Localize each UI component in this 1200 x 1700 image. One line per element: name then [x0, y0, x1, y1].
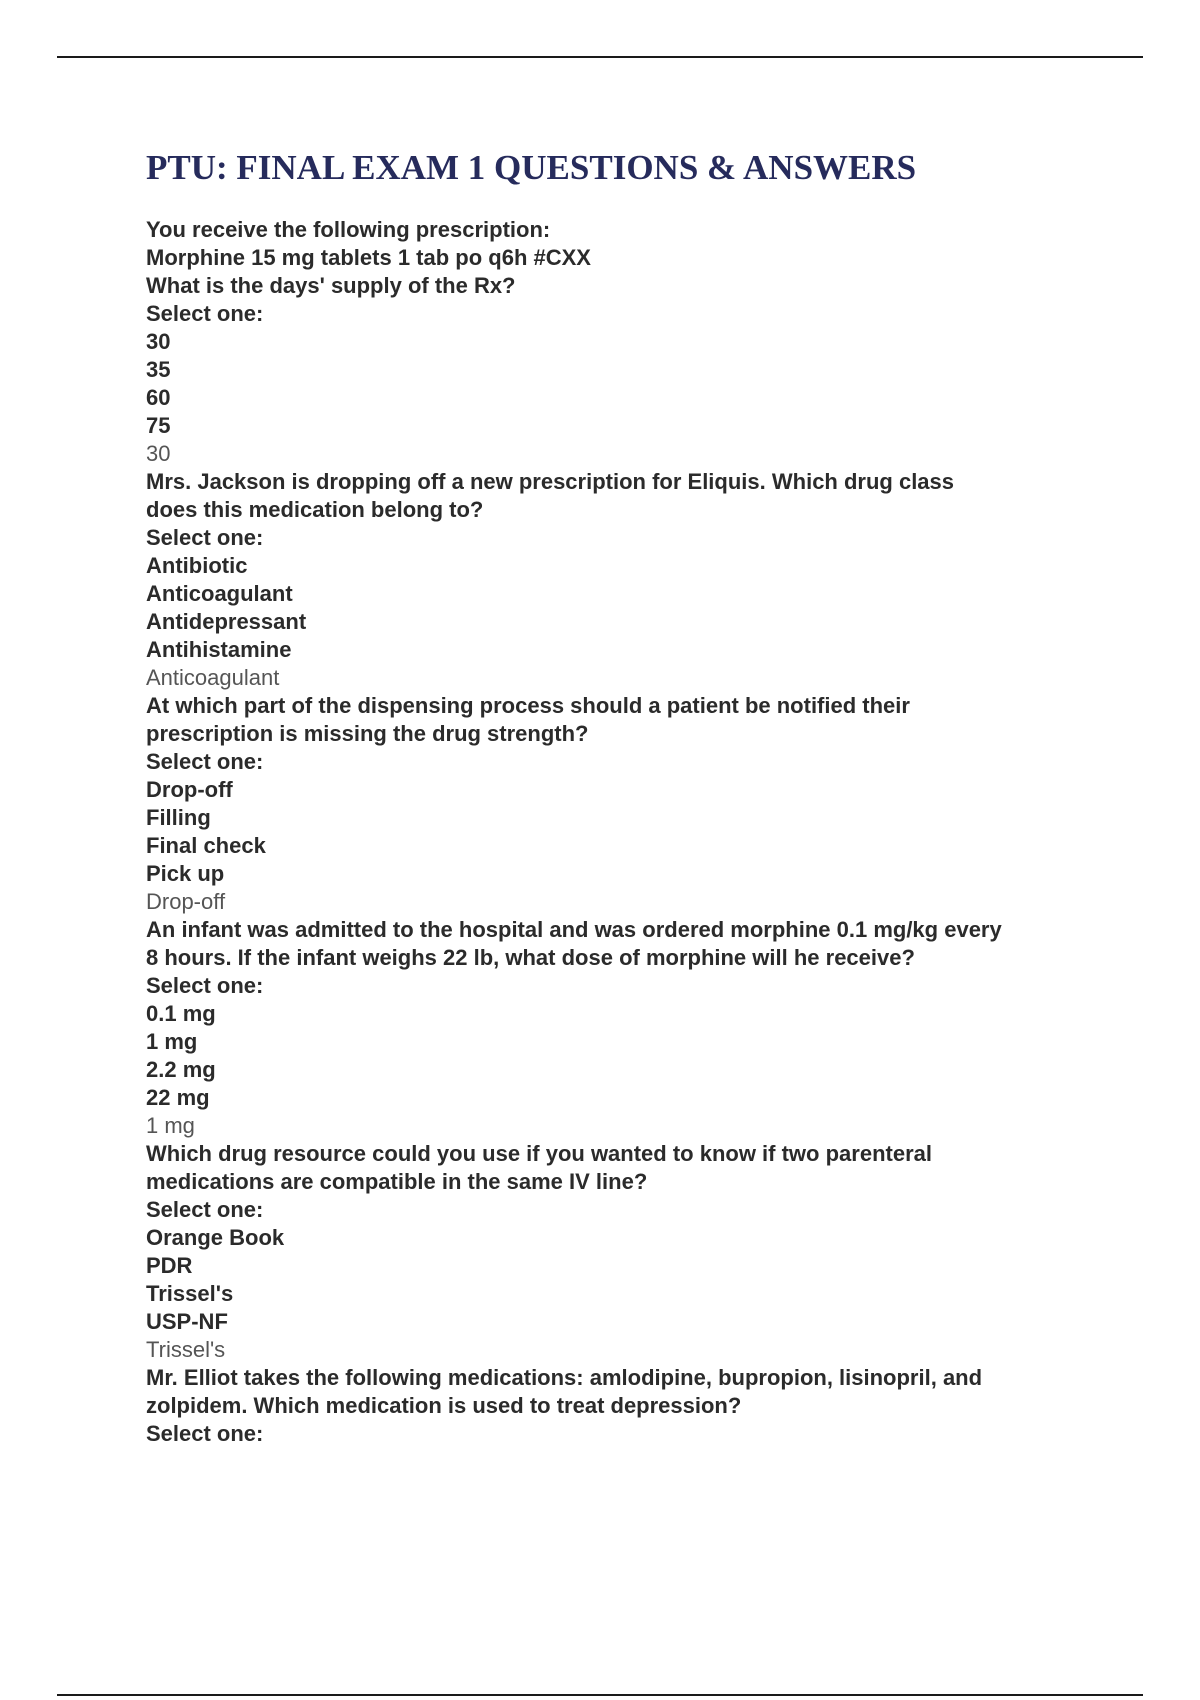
- answer-option: Filling: [146, 805, 211, 830]
- correct-answer: 1 mg: [146, 1113, 195, 1138]
- correct-answer: Anticoagulant: [146, 665, 280, 690]
- select-one-prompt: Select one:: [146, 1197, 264, 1222]
- answer-option: PDR: [146, 1253, 193, 1278]
- correct-answer: 30: [146, 441, 171, 466]
- question-text-line: prescription is missing the drug strength?: [146, 721, 589, 746]
- select-one-prompt: Select one:: [146, 1421, 264, 1446]
- select-one-prompt: Select one:: [146, 301, 264, 326]
- answer-option: 0.1 mg: [146, 1001, 216, 1026]
- answer-option: 1 mg: [146, 1029, 198, 1054]
- question-text-line: What is the days' supply of the Rx?: [146, 273, 516, 298]
- question-block: [146, 468, 1106, 692]
- answer-option: Orange Book: [146, 1225, 285, 1250]
- answer-option: Trissel's: [146, 1281, 234, 1306]
- answer-option: Antidepressant: [146, 609, 307, 634]
- question-text-line: Mr. Elliot takes the following medications: amlodipine, bupropion, lisinopril, and: [146, 1365, 983, 1390]
- question-text-line: Mrs. Jackson is dropping off a new prescription for Eliquis. Which drug class: [146, 469, 955, 494]
- select-one-prompt: Select one:: [146, 973, 264, 998]
- select-one-prompt: Select one:: [146, 749, 264, 774]
- answer-option: 35: [146, 357, 171, 382]
- question-block: [146, 1140, 1106, 1364]
- question-block: [146, 1364, 1106, 1448]
- answer-option: Antibiotic: [146, 553, 248, 578]
- question-block: [146, 692, 1106, 916]
- question-text-line: 8 hours. If the infant weighs 22 lb, what dose of morphine will he receive?: [146, 945, 915, 970]
- answer-option: Pick up: [146, 861, 225, 886]
- questions-list: [146, 216, 1106, 1448]
- top-rule: [57, 56, 1143, 58]
- correct-answer: Drop-off: [146, 889, 226, 914]
- question-text-line: An infant was admitted to the hospital and was ordered morphine 0.1 mg/kg every: [146, 917, 1002, 942]
- question-text-line: does this medication belong to?: [146, 497, 484, 522]
- question-text-line: You receive the following prescription:: [146, 217, 551, 242]
- question-text-line: medications are compatible in the same IV line?: [146, 1169, 648, 1194]
- answer-option: Final check: [146, 833, 266, 858]
- question-block: [146, 216, 1106, 468]
- answer-option: 60: [146, 385, 171, 410]
- answer-option: Anticoagulant: [146, 581, 293, 606]
- question-text-line: Which drug resource could you use if you wanted to know if two parenteral: [146, 1141, 932, 1166]
- answer-option: 2.2 mg: [146, 1057, 216, 1082]
- correct-answer: Trissel's: [146, 1337, 226, 1362]
- answer-option: 22 mg: [146, 1085, 210, 1110]
- page-title: PTU: FINAL EXAM 1 QUESTIONS & ANSWERS: [146, 148, 917, 187]
- question-block: [146, 916, 1106, 1140]
- bottom-rule: [57, 1694, 1143, 1696]
- answer-option: Antihistamine: [146, 637, 292, 662]
- answer-option: USP-NF: [146, 1309, 228, 1334]
- select-one-prompt: Select one:: [146, 525, 264, 550]
- question-text-line: zolpidem. Which medication is used to treat depression?: [146, 1393, 742, 1418]
- question-text-line: At which part of the dispensing process should a patient be notified their: [146, 693, 910, 718]
- answer-option: Drop-off: [146, 777, 233, 802]
- question-text-line: Morphine 15 mg tablets 1 tab po q6h #CXX: [146, 245, 591, 270]
- answer-option: 30: [146, 329, 171, 354]
- answer-option: 75: [146, 413, 171, 438]
